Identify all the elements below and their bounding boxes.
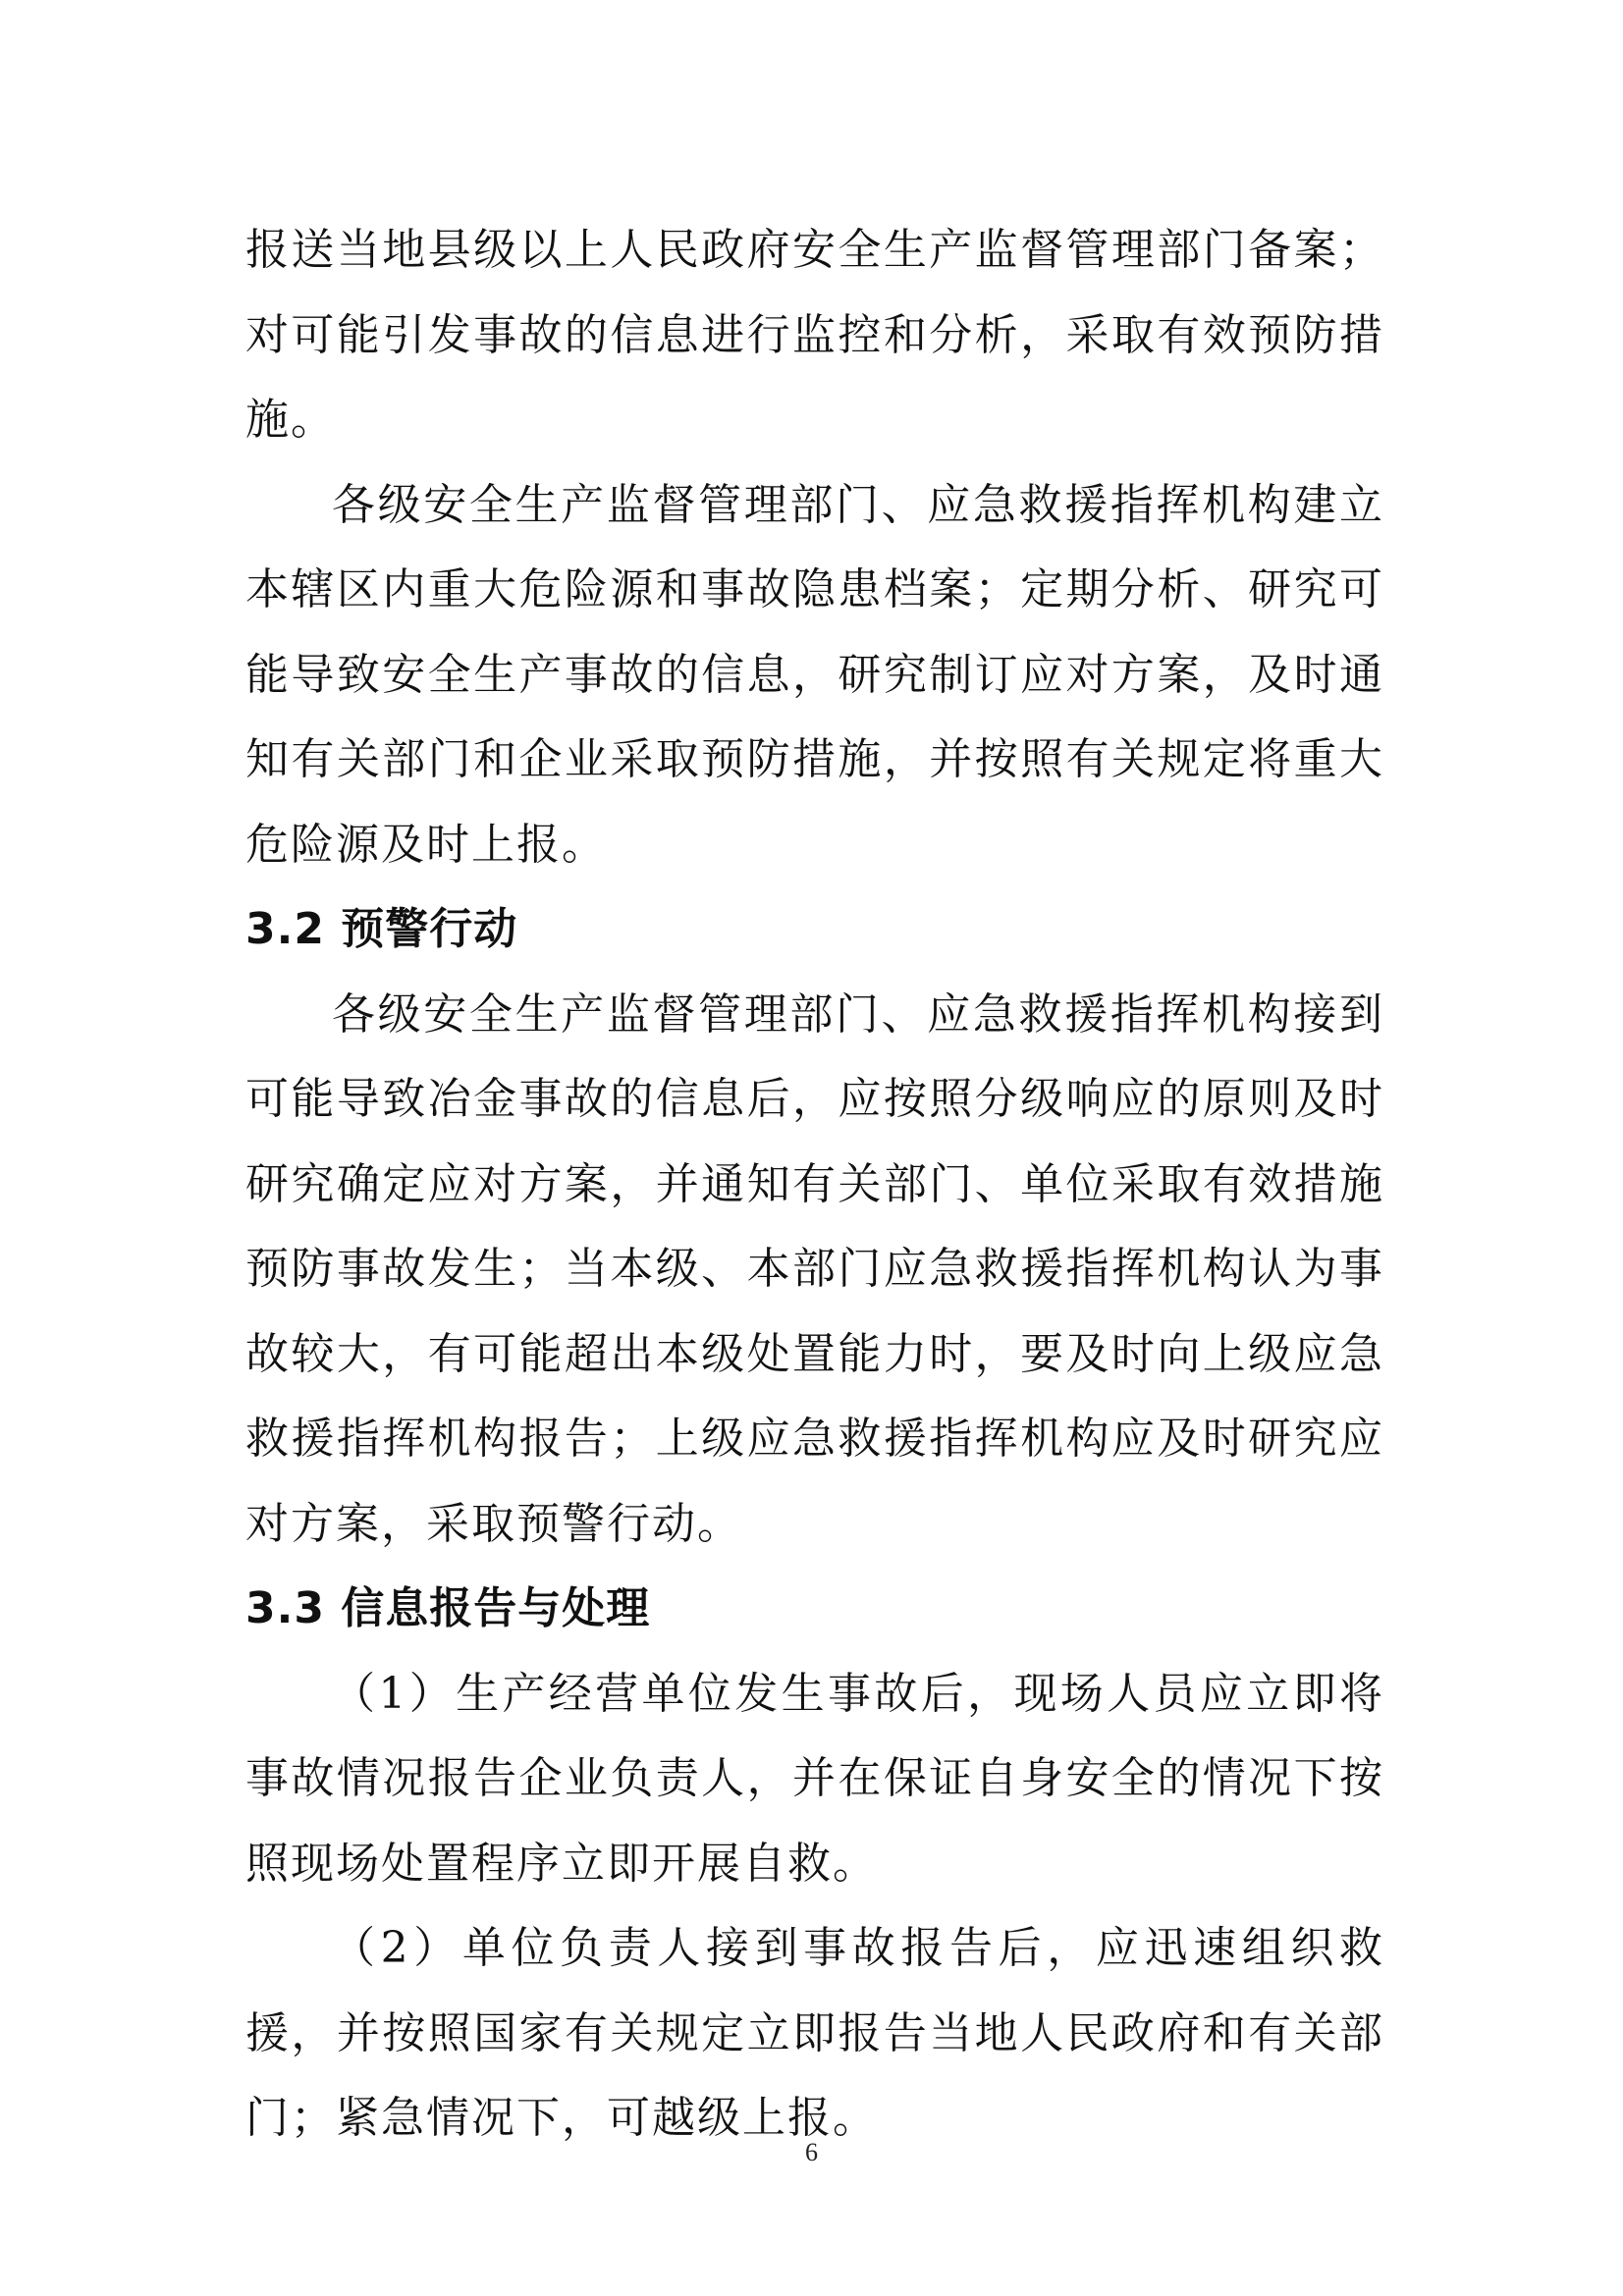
document-body <box>245 208 1384 2162</box>
paragraph-3: 各级安全生产监督管理部门、应急救援指挥机构接到可能导致冶金事故的信息后，应按照分级响应的原则及时研究确定应对方案，并通知有关部门、单位采取有效措施预防事故发生；当本级、本部门应急救援指挥机构认为事故较大，有可能超出本级处置能力时，要及时向上级应急救援指挥机构报告；上级应急救援指挥机构应及时研究应对方案，采取预警行动。 <box>245 988 1384 1549</box>
section-heading-3-2: 3.2 预警行动 <box>245 904 518 954</box>
paragraph-4: （1）生产经营单位发生事故后，现场人员应立即将事故情况报告企业负责人，并在保证自身安全的情况下按照现场处置程序立即开展自救。 <box>245 1668 1384 1889</box>
section-heading-3-3: 3.3 信息报告与处理 <box>245 1583 651 1633</box>
paragraph-5: （2）单位负责人接到事故报告后，应迅速组织救援，并按照国家有关规定立即报告当地人民政府和有关部门；紧急情况下，可越级上报。 <box>245 1923 1384 2143</box>
paragraph-2: 各级安全生产监督管理部门、应急救援指挥机构建立本辖区内重大危险源和事故隐患档案；定期分析、研究可能导致安全生产事故的信息，研究制订应对方案，及时通知有关部门和企业采取预防措施，并按照有关规定将重大危险源及时上报。 <box>245 479 1384 870</box>
page-number: 6 <box>805 2138 818 2166</box>
paragraph-1: 报送当地县级以上人民政府安全生产监督管理部门备案；对可能引发事故的信息进行监控和分析，采取有效预防措施。 <box>245 225 1384 445</box>
